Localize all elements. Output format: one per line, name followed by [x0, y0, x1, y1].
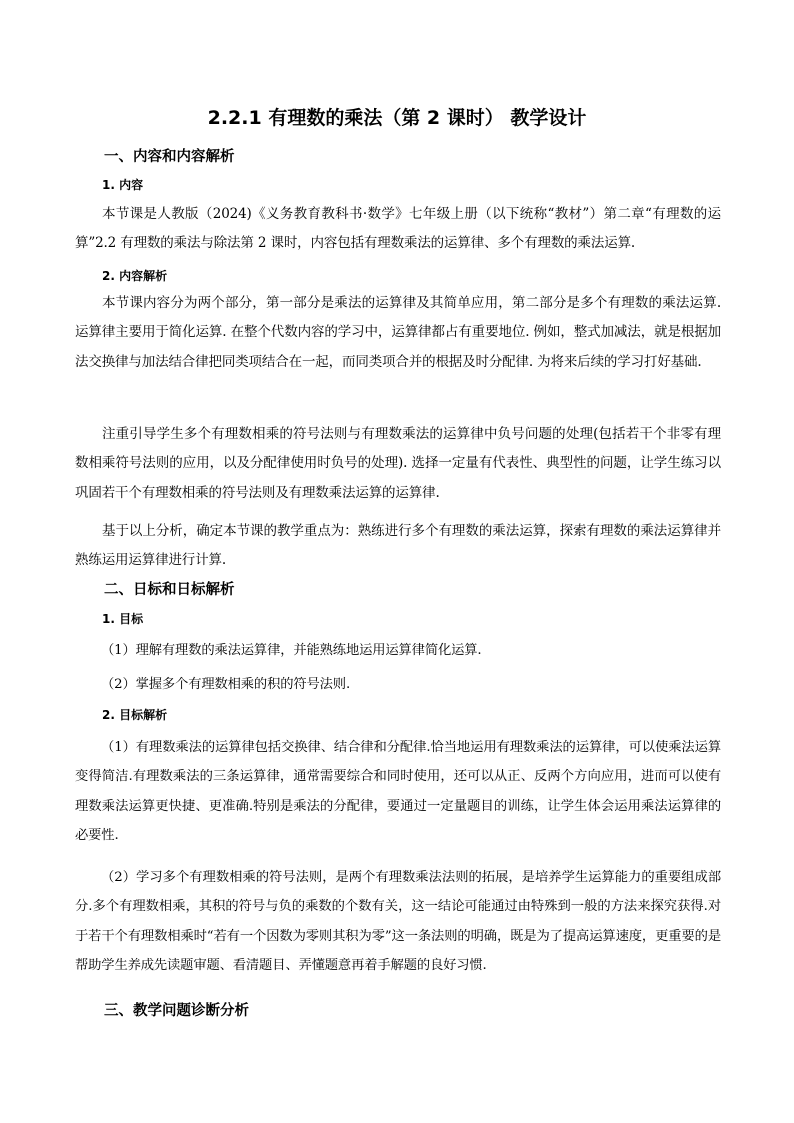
paragraph-content-analysis-2: 注重引导学生多个有理数相乘的符号法则与有理数乘法的运算律中负号问题的处理(包括若干个非零有理数相乘符号法则的应用，以及分配律使用时负号的处理). 选择一定量有代表性、典型性的问题，让学生练习以巩固若干个有理数相乘的符号法则及有理数乘法运算的运算律. [75, 426, 721, 501]
paragraph-objective-analysis-2: （2）学习多个有理数相乘的符号法则，是两个有理数乘法法则的拓展，是培养学生运算能力的重要组成部分.多个有理数相乘，其积的符号与负的乘数的个数有关，这一结论可能通过由特殊到一般的方法来探究获得.对于若干个有理数相乘时“若有一个因数为零则其积为零”这一条法则的明确，既是为了提高运算速度，更重要的是帮助学生养成先读题审题、看清题目、弄懂题意再着手解题的良好习惯. [75, 870, 721, 973]
section-heading-objectives: 二、日标和日标解析 [104, 582, 235, 598]
objective-item-1: （1）理解有理数的乘法运算律，并能熟练地运用运算律简化运算. [101, 643, 482, 658]
paragraph-objective-analysis-1: （1）有理数乘法的运算律包括交换律、结合律和分配律.恰当地运用有理数乘法的运算律，可以使乘法运算变得简洁.有理数乘法的三条运算律，通常需要综合和同时使用，还可以从正、反两个方向应用，进而可以使有理数乘法运算更快捷、更准确.特别是乘法的分配律，要通过一定量题目的训练，让学生体会运用乘法运算律的必要性. [75, 740, 721, 843]
paragraph-content: 本节课是人教版（2024)《义务教育教科书·数学》七年级上册（以下统称“教材”）第二章“有理数的运算”2.2 有理数的乘法与除法第 2 课时，内容包括有理数乘法的运算律、多个有理数的乘法运算. [75, 206, 721, 252]
paragraph-content-analysis-3: 基于以上分析，确定本节课的教学重点为：熟练进行多个有理数的乘法运算，探索有理数的乘法运算律并熟练运用运算律进行计算. [75, 523, 721, 569]
paragraph-content-analysis-1: 本节课内容分为两个部分，第一部分是乘法的运算律及其简单应用，第二部分是多个有理数的乘法运算. 运算律主要用于简化运算. 在整个代数内容的学习中，运算律都占有重要地位. 例如，整式加减法，就是根据加法交换律与加法结合律把同类项结合在一起，而同类项合并的根据及时分配律. 为将来后续的学习打好基础. [75, 295, 721, 370]
section-heading-content: 一、内容和内容解析 [104, 149, 235, 165]
subsection-heading-content: 1. 内容 [102, 178, 144, 192]
document-title: 2.2.1 有理数的乘法（第 2 课时） 教学设计 [207, 107, 587, 129]
subsection-heading-objective-analysis: 2. 目标解析 [102, 708, 168, 722]
subsection-heading-content-analysis: 2. 内容解析 [102, 269, 168, 283]
section-heading-diagnosis: 三、教学问题诊断分析 [104, 1003, 249, 1019]
objective-item-2: （2）掌握多个有理数相乘的积的符号法则. [101, 677, 351, 692]
subsection-heading-objectives: 1. 目标 [102, 612, 144, 626]
